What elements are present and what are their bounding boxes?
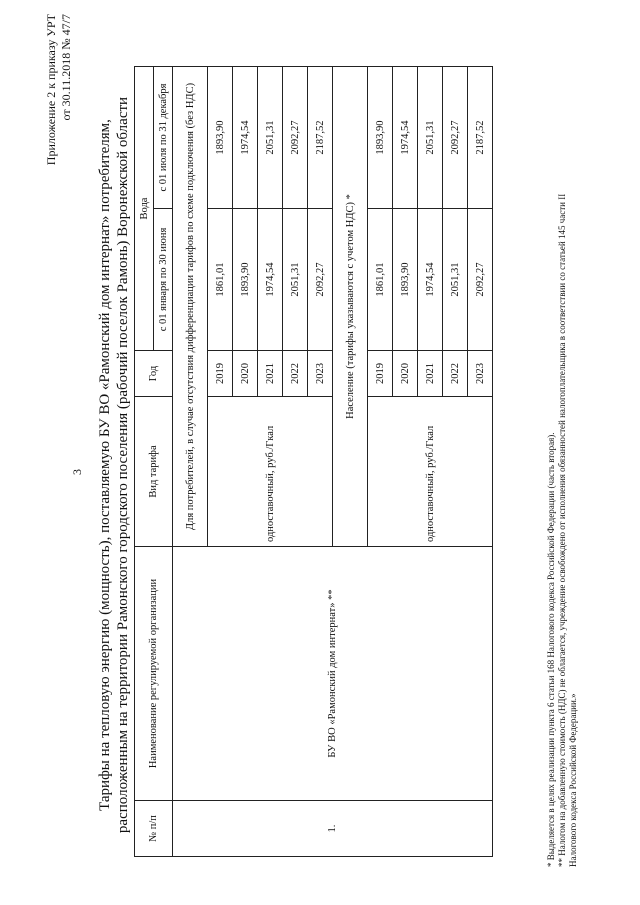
header-period-2: с 01 июля по 31 декабря (154, 67, 173, 209)
appendix-line: Приложение 2 к приказу УРТ (44, 14, 58, 166)
footnotes (546, 17, 579, 867)
table-cell-value: 2187,52 (468, 67, 493, 209)
table-cell-value: 1893,90 (208, 67, 233, 209)
table-cell-value: 1893,90 (233, 209, 258, 351)
table-cell-value: 2051,31 (443, 209, 468, 351)
table-cell-value: 1974,54 (393, 67, 418, 209)
page-number: 3 (70, 469, 84, 475)
title-line-1: Тарифы на тепловую энергию (мощность), поставляемую БУ ВО «Рамонский дом интернат» потребителям, (97, 119, 113, 811)
table-cell-value: 2092,27 (283, 67, 308, 209)
footnote-2-continued: Налогового кодекса Российской Федерации.» (568, 693, 578, 867)
table-cell-value: 1893,90 (393, 209, 418, 351)
header-tariff-type: Вид тарифа (135, 397, 173, 547)
table-cell-year: 2021 (418, 351, 443, 397)
header-period-1: с 01 января по 30 июня (154, 209, 173, 351)
tariff-table (134, 66, 493, 857)
row-number: 1. (173, 801, 493, 857)
table-cell-value: 2092,27 (308, 209, 333, 351)
table-cell-year: 2021 (258, 351, 283, 397)
table-cell-value: 1974,54 (233, 67, 258, 209)
header-num: № п/п (135, 801, 173, 857)
title-line-2: расположенным на территории Рамонского городского поселения (рабочий поселок Рамонь) Воронежской области (115, 96, 131, 834)
appendix-reference (44, 14, 74, 165)
table-cell-value: 2092,27 (443, 67, 468, 209)
header-water: Вода (135, 67, 154, 351)
table-cell-value: 1974,54 (418, 209, 443, 351)
table-cell-year: 2020 (233, 351, 258, 397)
table-cell-value: 2092,27 (468, 209, 493, 351)
table-cell-value: 2051,31 (283, 209, 308, 351)
table-cell-value: 2051,31 (418, 67, 443, 209)
table-cell-year: 2019 (368, 351, 393, 397)
table-cell-value: 1861,01 (368, 209, 393, 351)
section-2-label: Население (тарифы указываются с учетом НДС) * (333, 67, 368, 547)
table-cell-year: 2023 (308, 351, 333, 397)
table-cell-year: 2022 (283, 351, 308, 397)
table-cell-value: 1893,90 (368, 67, 393, 209)
org-name: БУ ВО «Рамонский дом интернат» ** (173, 547, 493, 801)
header-year: Год (135, 351, 173, 397)
table-cell-year: 2020 (393, 351, 418, 397)
table-cell-value: 1861,01 (208, 209, 233, 351)
section-1-label: Для потребителей, в случае отсутствия дифференциации тарифов по схеме подключения (без НДС) (173, 67, 208, 547)
table-cell-value: 2051,31 (258, 67, 283, 209)
document-title (96, 65, 132, 865)
appendix-order-line: от 30.11.2018 № 47/7 (59, 14, 73, 121)
section-2-tariff-type: одноставочный, руб./Гкал (368, 397, 493, 547)
section-1-tariff-type: одноставочный, руб./Гкал (208, 397, 333, 547)
table-cell-value: 1974,54 (258, 209, 283, 351)
table-cell-year: 2023 (468, 351, 493, 397)
header-org: Наименование регулируемой организации (135, 547, 173, 801)
table-cell-year: 2022 (443, 351, 468, 397)
footnote-2: ** Налогом на добавленную стоимость (НДС) не облагается, учреждение освобождено от исполнения обязанностей налогоплательщика в соответствии со статьей 145 части II (557, 193, 567, 867)
footnote-1: * Выделяется в целях реализации пункта 6 статьи 168 Налогового кодекса Российской Федерации (часть вторая). (546, 432, 556, 867)
table-cell-value: 2187,52 (308, 67, 333, 209)
table-cell-year: 2019 (208, 351, 233, 397)
